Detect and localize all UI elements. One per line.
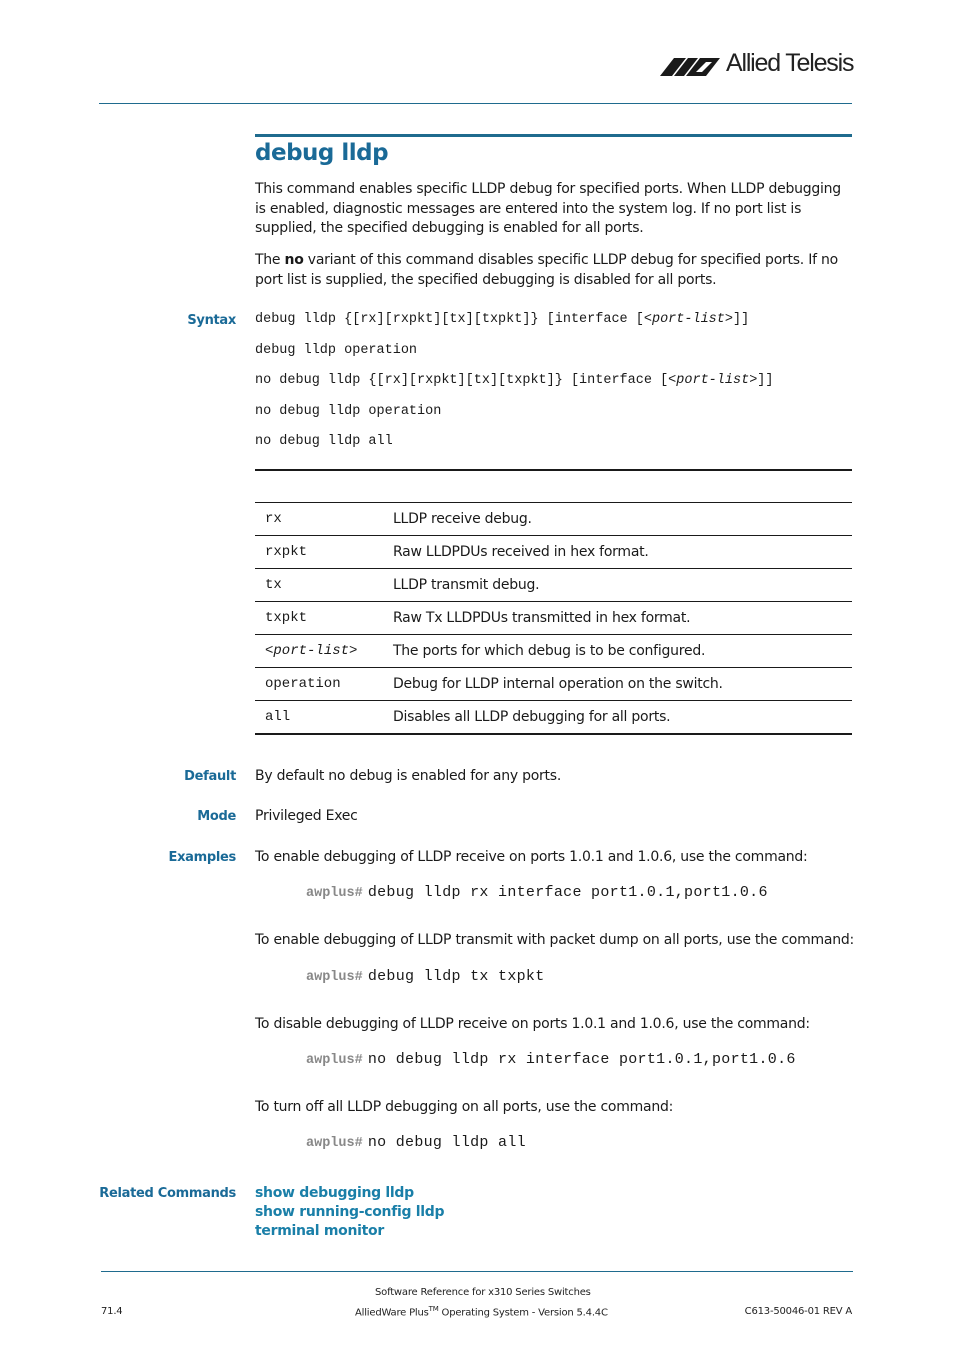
syntax-line-4: no debug lldp operation <box>255 404 442 419</box>
examples-label: Examples <box>168 850 236 865</box>
param-name: operation <box>255 668 383 701</box>
link-terminal-monitor[interactable]: terminal monitor <box>255 1223 384 1239</box>
param-desc: The ports for which debug is to be configured. <box>383 635 852 668</box>
cli-prompt: awplus# <box>306 970 363 985</box>
description-paragraph-1: This command enables specific LLDP debug for specified ports. When LLDP debugging is enabled, diagnostic messages are entered into the system log. If no port list is supplied, the specified debugging is enabled for all ports. <box>255 181 841 236</box>
syntax-line-3-pre: no debug lldp {[rx][rxpkt][tx][txpkt]} [interface [< <box>255 373 677 388</box>
mode-text: Privileged Exec <box>255 808 358 824</box>
param-desc: Raw Tx LLDPDUs transmitted in hex format. <box>383 602 852 635</box>
logo-mark-icon <box>660 50 722 80</box>
param-name: rx <box>255 503 383 536</box>
example-command-text: debug lldp tx txpkt <box>367 968 545 985</box>
example-command-4 <box>306 1131 526 1151</box>
param-desc: Raw LLDPDUs received in hex format. <box>383 536 852 569</box>
brand-name: Allied Telesis <box>726 49 854 77</box>
param-name: rxpkt <box>255 536 383 569</box>
cli-prompt: awplus# <box>306 1053 363 1068</box>
syntax-label: Syntax <box>187 313 236 328</box>
table-row <box>255 602 852 635</box>
table-row <box>255 701 852 735</box>
syntax-line-3-var: port-list <box>676 373 750 388</box>
footer-doc-title: Software Reference for x310 Series Switches <box>375 1287 591 1298</box>
default-label: Default <box>184 769 236 784</box>
syntax-line-3-post: >]] <box>749 373 774 388</box>
table-row <box>255 668 852 701</box>
syntax-divider <box>255 469 852 471</box>
example-command-text: debug lldp rx interface port1.0.1,port1.0.6 <box>367 884 768 901</box>
link-show-debugging-lldp[interactable]: show debugging lldp <box>255 1185 414 1201</box>
syntax-line-5: no debug lldp all <box>255 434 393 449</box>
title-rule <box>255 134 852 137</box>
example-intro-4: To turn off all LLDP debugging on all ports, use the command: <box>255 1099 674 1115</box>
trademark-mark: TM <box>428 1305 439 1313</box>
page-number: 71.4 <box>101 1306 123 1317</box>
allied-telesis-logo <box>660 48 856 82</box>
table-row <box>255 536 852 569</box>
param-desc: Disables all LLDP debugging for all ports. <box>383 701 852 735</box>
example-command-text: no debug lldp all <box>367 1134 526 1151</box>
p2-suffix: variant of this command disables specific LLDP debug for specified ports. If no port list is supplied, the specified debugging is disabled for all ports. <box>255 252 838 288</box>
param-name-post: > <box>349 643 358 659</box>
param-name: all <box>255 701 383 735</box>
parameter-table <box>255 502 852 735</box>
syntax-line-1-post: >]] <box>724 312 750 327</box>
syntax-line-1-pre: debug lldp {[rx][rxpkt][tx][txpkt]} [interface [< <box>255 312 652 327</box>
table-row <box>255 635 852 668</box>
example-intro-1: To enable debugging of LLDP receive on ports 1.0.1 and 1.0.6, use the command: <box>255 849 808 865</box>
example-command-1 <box>306 881 768 901</box>
document-id: C613-50046-01 REV A <box>744 1306 852 1317</box>
mode-label: Mode <box>197 809 236 824</box>
related-commands-label: Related Commands <box>99 1186 236 1201</box>
p2-no-keyword: no <box>284 252 304 268</box>
example-command-text: no debug lldp rx interface port1.0.1,port1.0.6 <box>367 1051 796 1068</box>
footer-rule <box>101 1271 853 1272</box>
table-row <box>255 569 852 602</box>
param-name: tx <box>255 569 383 602</box>
link-show-running-config-lldp[interactable]: show running-config lldp <box>255 1204 445 1220</box>
footer-os-name: AlliedWare Plus <box>355 1307 429 1319</box>
related-commands-list <box>255 1184 444 1241</box>
default-text: By default no debug is enabled for any ports. <box>255 768 562 784</box>
example-command-3 <box>306 1048 796 1068</box>
syntax-line-3 <box>255 373 774 388</box>
param-name <box>255 635 383 668</box>
cli-prompt: awplus# <box>306 1136 363 1151</box>
table-row <box>255 503 852 536</box>
header-rule <box>99 103 852 104</box>
param-desc: Debug for LLDP internal operation on the switch. <box>383 668 852 701</box>
p2-prefix: The <box>255 252 285 268</box>
example-intro-3: To disable debugging of LLDP receive on ports 1.0.1 and 1.0.6, use the command: <box>255 1016 810 1032</box>
param-name-pre: < <box>265 643 274 659</box>
footer-os-version <box>355 1305 608 1318</box>
cli-prompt: awplus# <box>306 886 363 901</box>
syntax-line-2: debug lldp operation <box>255 343 418 358</box>
page-title: debug lldp <box>255 140 389 166</box>
syntax-line-1 <box>255 312 749 327</box>
param-desc: LLDP receive debug. <box>383 503 852 536</box>
description-paragraph-2 <box>255 251 855 290</box>
syntax-line-1-var: port-list <box>651 312 725 327</box>
param-name-var: port-list <box>273 643 350 659</box>
param-desc: LLDP transmit debug. <box>383 569 852 602</box>
example-command-2 <box>306 965 545 985</box>
footer-version-text: Operating System - Version 5.4.4C <box>438 1307 608 1319</box>
example-intro-2: To enable debugging of LLDP transmit with packet dump on all ports, use the command: <box>255 932 854 948</box>
param-name: txpkt <box>255 602 383 635</box>
